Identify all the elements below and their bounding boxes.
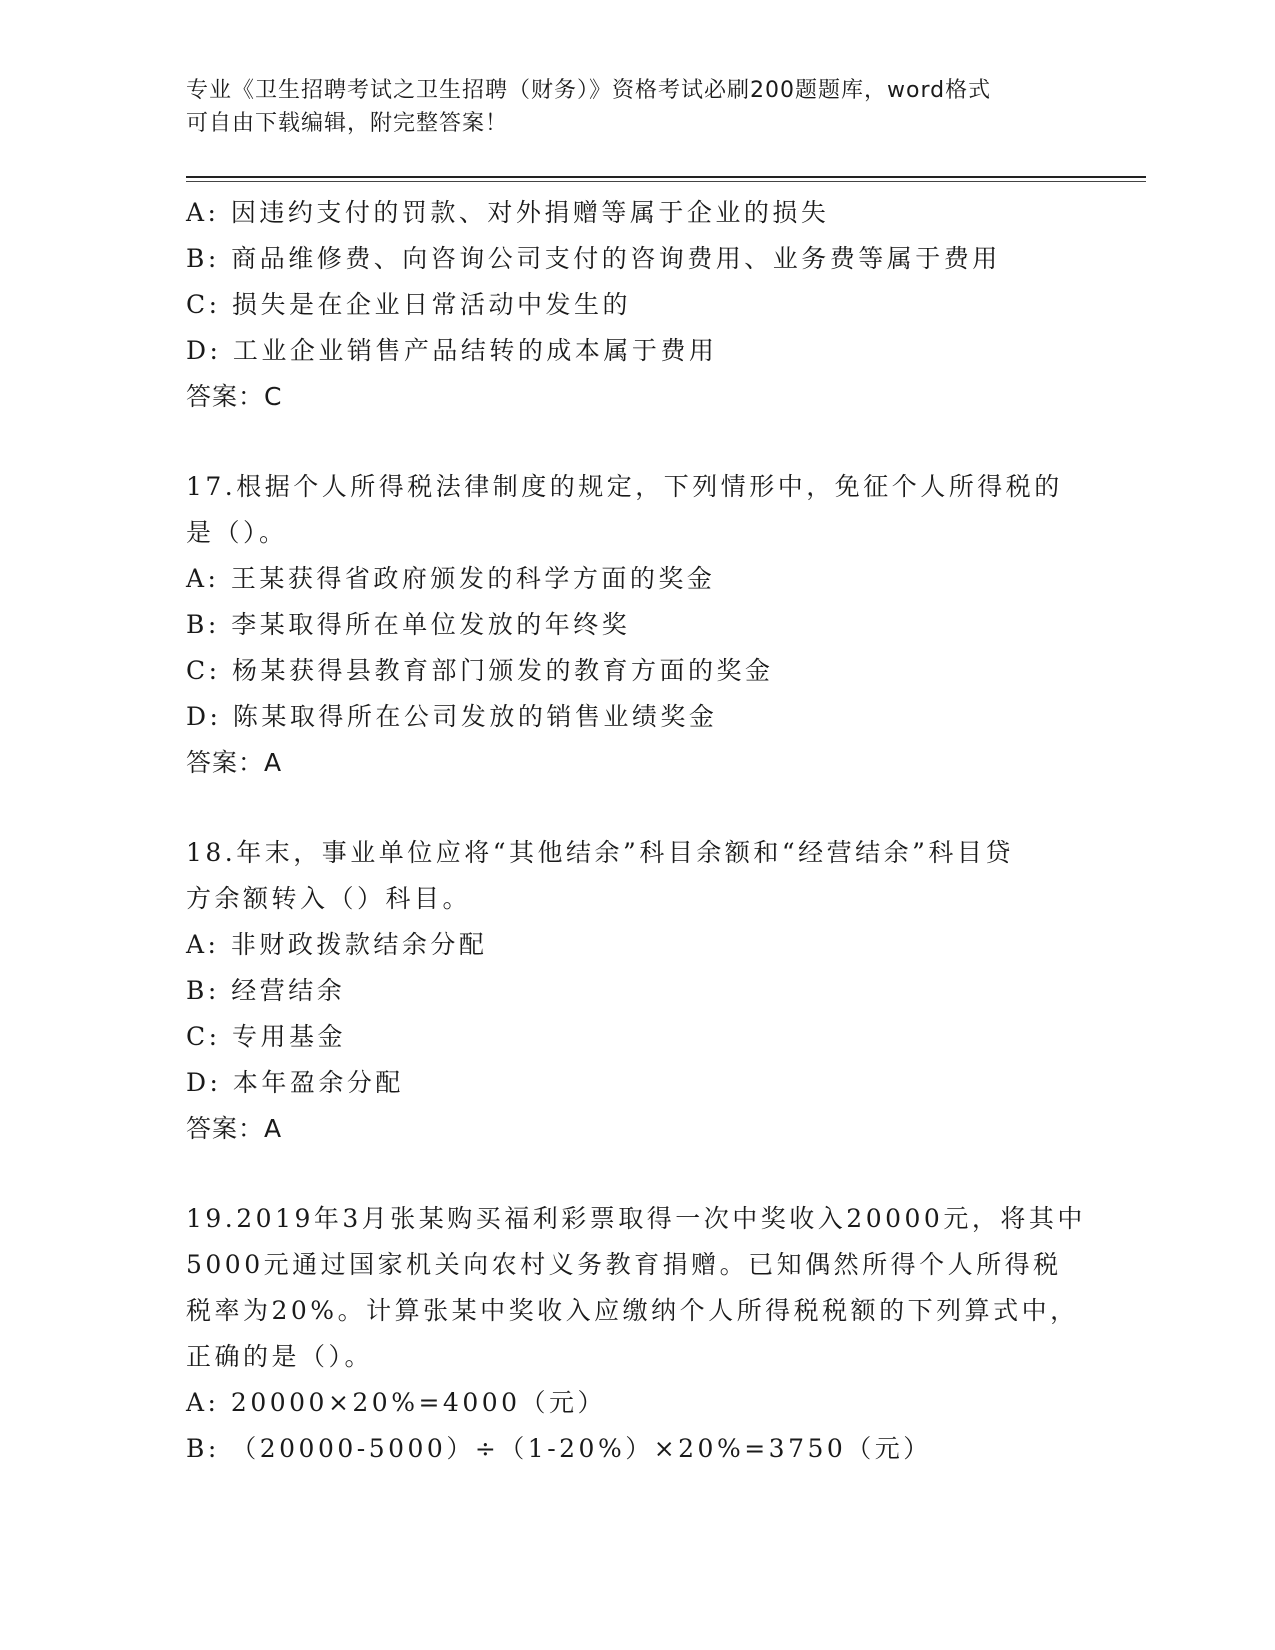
question-18 <box>186 830 1086 1152</box>
document-header <box>186 74 1086 140</box>
option-d: D: 本年盈余分配 <box>186 1068 404 1097</box>
answer: 答案：C <box>186 382 283 411</box>
option-a: A: 因违约支付的罚款、对外捐赠等属于企业的损失 <box>186 198 830 227</box>
question-stem-line-2: 方余额转入（）科目。 <box>186 884 472 913</box>
question-list <box>186 190 1086 1472</box>
spacer <box>186 420 1086 464</box>
spacer <box>186 1152 1086 1196</box>
option-c: C: 损失是在企业日常活动中发生的 <box>186 290 631 319</box>
question-stem-line-1: 17.根据个人所得税法律制度的规定，下列情形中，免征个人所得税的 <box>186 472 1063 501</box>
question-16 <box>186 190 1086 420</box>
option-b: B: （20000-5000）÷（1-20%）×20%=3750（元） <box>186 1434 932 1463</box>
answer: 答案：A <box>186 1114 283 1143</box>
option-b: B: 商品维修费、向咨询公司支付的咨询费用、业务费等属于费用 <box>186 244 1001 273</box>
header-line-1: 专业《卫生招聘考试之卫生招聘（财务）》资格考试必刷200题题库，word格式 <box>186 78 992 103</box>
question-stem-line-1: 18.年末，事业单位应将“其他结余”科目余额和“经营结余”科目贷 <box>186 838 1014 867</box>
question-17 <box>186 464 1086 786</box>
option-c: C: 专用基金 <box>186 1022 346 1051</box>
option-b: B: 经营结余 <box>186 976 346 1005</box>
question-stem-line-3: 税率为20%。计算张某中奖收入应缴纳个人所得税税额的下列算式中， <box>186 1296 1079 1325</box>
header-line-2: 可自由下载编辑，附完整答案！ <box>186 111 509 136</box>
header-divider-thick <box>186 176 1146 178</box>
option-a: A: 20000×20%=4000（元） <box>186 1388 607 1417</box>
question-stem-line-2: 5000元通过国家机关向农村义务教育捐赠。已知偶然所得个人所得税 <box>186 1250 1062 1279</box>
spacer <box>186 786 1086 830</box>
option-a: A: 非财政拨款结余分配 <box>186 930 488 959</box>
question-stem-line-2: 是（）。 <box>186 518 288 547</box>
question-stem-line-4: 正确的是（）。 <box>186 1342 374 1371</box>
question-19 <box>186 1196 1086 1472</box>
option-d: D: 工业企业销售产品结转的成本属于费用 <box>186 336 718 365</box>
answer: 答案：A <box>186 748 283 777</box>
option-d: D: 陈某取得所在公司发放的销售业绩奖金 <box>186 702 718 731</box>
question-stem-line-1: 19.2019年3月张某购买福利彩票取得一次中奖收入20000元，将其中 <box>186 1204 1086 1233</box>
header-divider-thin <box>186 181 1146 182</box>
option-b: B: 李某取得所在单位发放的年终奖 <box>186 610 631 639</box>
option-c: C: 杨某获得县教育部门颁发的教育方面的奖金 <box>186 656 774 685</box>
option-a: A: 王某获得省政府颁发的科学方面的奖金 <box>186 564 716 593</box>
